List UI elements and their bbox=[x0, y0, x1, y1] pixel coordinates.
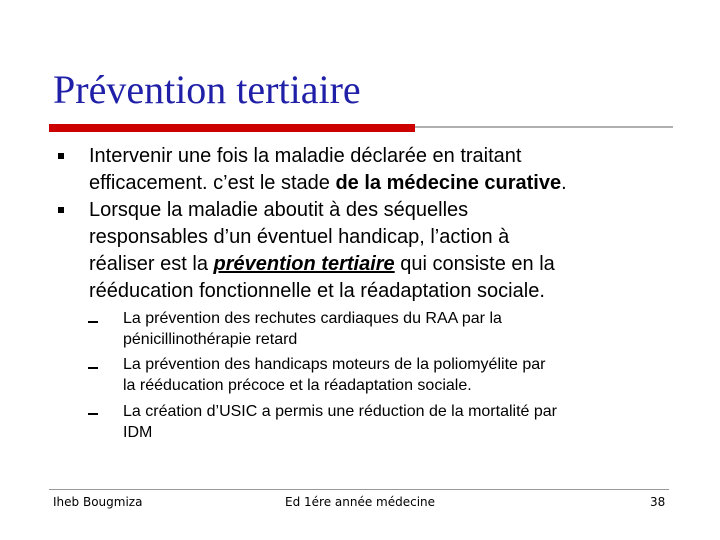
sub-item-3: La création d’USIC a permis une réduction de la mortalité par IDM bbox=[123, 403, 557, 441]
sub-item-2: La prévention des handicaps moteurs de la poliomyélite par la rééducation précoce et la réadaptation sociale. bbox=[123, 356, 546, 394]
title-underline-gray bbox=[415, 126, 673, 128]
bullet-square-icon bbox=[56, 151, 66, 161]
dash-bullet-icon bbox=[88, 321, 98, 323]
bullet-square-icon bbox=[56, 205, 66, 215]
sub-item-1: La prévention des rechutes cardiaques du RAA par la pénicillinothérapie retard bbox=[123, 310, 502, 348]
bullet-1-line-2: efficacement. c’est le stade de la médecine curative. bbox=[89, 172, 567, 194]
bullet-2-line-3: réaliser est la prévention tertiaire qui consiste en la bbox=[89, 253, 555, 275]
title-underline-red bbox=[49, 124, 415, 132]
bullet-2-line-2: responsables d’un éventuel handicap, l’action à bbox=[89, 226, 510, 248]
bullet-item-2 bbox=[89, 197, 689, 305]
bullet-2-line-4: rééducation fonctionnelle et la réadaptation sociale. bbox=[89, 280, 545, 302]
curative-emphasis: de la médecine curative bbox=[335, 172, 562, 194]
dash-bullet-icon bbox=[88, 367, 98, 369]
bullet-2-line-1: Lorsque la maladie aboutit à des séquelles bbox=[89, 199, 469, 221]
slide-title: Prévention tertiaire bbox=[53, 67, 361, 112]
footer-page-number: 38 bbox=[650, 495, 666, 509]
footer-divider bbox=[49, 489, 669, 490]
bullet-1-line-1: Intervenir une fois la maladie déclarée en traitant bbox=[89, 145, 522, 167]
prevention-tertiaire-emphasis: prévention tertiaire bbox=[213, 253, 395, 275]
footer-author: Iheb Bougmiza bbox=[53, 495, 143, 509]
dash-bullet-icon bbox=[88, 413, 98, 415]
footer-course: Ed 1ére année médecine bbox=[285, 495, 436, 509]
bullet-item-1 bbox=[89, 143, 689, 197]
